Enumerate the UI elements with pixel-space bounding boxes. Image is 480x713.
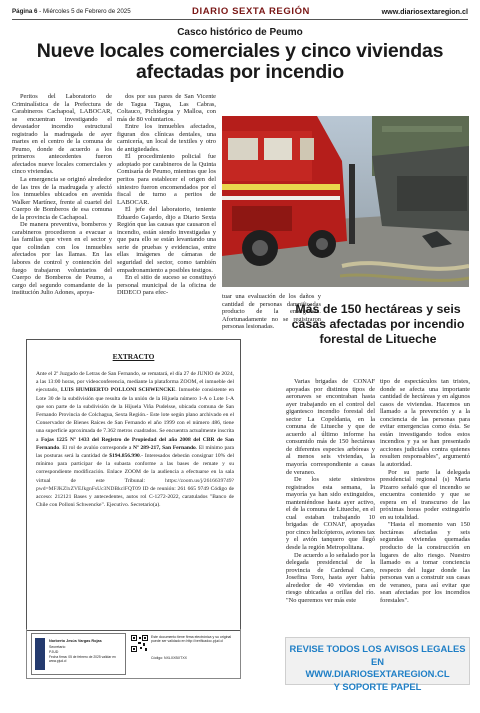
website-link[interactable]: www.diariosextaregion.cl bbox=[381, 7, 468, 16]
paragraph: En el sitio de suceso se constituyó personal municipal de la oficina de DIDECO para efec- bbox=[117, 274, 216, 297]
ad-line-2[interactable]: WWW.DIARIOSEXTAREGION.CL bbox=[305, 668, 450, 680]
ad-line-1: REVISE TODOS LOS AVISOS LEGALES EN bbox=[289, 643, 466, 667]
second-article-column-2 bbox=[380, 378, 470, 604]
article-kicker: Casco histórico de Peumo bbox=[177, 27, 303, 38]
signature-badge bbox=[35, 638, 45, 670]
tax-roll: Nº 289-217, San Fernando bbox=[133, 444, 196, 451]
paragraph: tipo de espectáculos tan tristes, donde se afecta una importante cantidad de hectáreas y en algunos casos de viviendas. Hacemos un llamado a la prevención y a la conciencia de las personas para evitar emergencias como ésta. Se están investigando todos estos incendios y ya se han presentado acciones judiciales contra quienes resulten responsables", argumentó la autoridad. bbox=[380, 378, 470, 469]
fire-truck-photo bbox=[222, 116, 469, 287]
notice-text: . El mínimo para las posturas será la cantidad de bbox=[36, 444, 235, 460]
signature-note: Fecha firma: 05 de febrero de 2025 validar en www.pjud.cl bbox=[49, 655, 116, 663]
legal-notices-ad[interactable] bbox=[285, 637, 470, 692]
page-number: Página 6 bbox=[12, 8, 38, 15]
paragraph: Entre los inmuebles afectados, figuran dos clínicas dentales, una carnicería, un local de textiles y otro de antigüedades. bbox=[117, 123, 216, 153]
signer-org: PJUD bbox=[49, 650, 59, 654]
signer-role: Secretario bbox=[49, 645, 66, 649]
signature-stamp bbox=[31, 633, 126, 675]
article-headline: Nueve locales comerciales y cinco viviendas afectadas por incendio bbox=[36, 40, 444, 83]
minimum-bid: $194.856.990 bbox=[109, 453, 140, 460]
paragraph: De los siete siniestros registrados esta semana, la mayoría ya han sido extinguidos, manteniéndose hasta ayer activo, el de la comuna de Litueche, en el cual estaban trabajando 10 brigadas de CONAF, apoyadas por cinco helicópteros, aviones tax y el avión tanquero que llegó desde la región Metropolitana. bbox=[286, 476, 375, 552]
masthead: DIARIO SEXTA REGIÓN bbox=[192, 6, 311, 17]
legal-notice-box bbox=[26, 339, 241, 631]
registry-reference: Fojas 1225 Nº 1433 del Registro de Propiedad del año 2008 del CBR de San Fernando bbox=[36, 436, 234, 451]
paragraph: Varias brigadas de CONAF apoyadas por distintos tipos de aeronaves se encontraban hasta ayer trabajando en el control del gigantesco incendio forestal del sector La Copeldania, en la comuna de Litueche y que de acuerdo al último informe ha consumido más de 150 hectáreas de diferentes especies arbóreas y al menos seis viviendas, la mayoría correspondiente a casas de veraneo. bbox=[286, 378, 375, 476]
zoom-link[interactable]: https://zoom.us/j/2616639749?pwd=MFJKZlxZVEJkgnFsUc3NDBkclFQT09 bbox=[36, 477, 234, 492]
qr-code-icon bbox=[131, 635, 148, 652]
electronic-signature-block bbox=[26, 629, 241, 679]
second-article-headline: Más de 150 hectáreas y seis casas afectadas por incendio forestal de Litueche bbox=[291, 302, 465, 346]
second-article-column-1 bbox=[286, 378, 375, 604]
article-column-2 bbox=[117, 93, 216, 297]
paragraph: La emergencia se originó alrededor de las tres de la madrugada y afectó los inmuebles ubicados en avenida Walker Martínez, frente al cuartel del Cuerpo de Bomberos de esa comuna de la provincia de Cachapoal. bbox=[12, 176, 112, 221]
paragraph: El jefe del laboratorio, teniente Eduardo Gajardo, dijo a Diario Sexta Región que las causas que causaron el incendio, están siendo investigadas y que para ello se están levantando una serie de pruebas y evidencias, entre ellas imágenes de cámaras de seguridad del sector, como también empadronamiento a posibles testigos. bbox=[117, 206, 216, 274]
fire-scene-image bbox=[222, 116, 469, 287]
legal-notice-body bbox=[36, 370, 234, 509]
paragraph: De manera preventiva, bomberos y carabineros procedieron a evacuar a las familias que viven en el sector y que colindan con los inmuebles afectados por las llamas. En las labores de control y contención del fuego trabajaron voluntarios del Cuerpo de Bomberos de Peumo, a cargo del segundo comandante de la institución Julio Adones, apoya- bbox=[12, 221, 112, 297]
defendant-name: LUIS HUMBERTO POLLONI SCHWENCKE bbox=[60, 387, 176, 394]
notice-text: ID de reunión: 261 665 9749 Código de acceso: 212121 Bases y antecedentes, autos rol C-1272-2022, caratulados "Banco de Chile con Polloni Schwencke". Ejecutivo. Secretario(a). bbox=[36, 485, 234, 509]
issue-date: - Miércoles 5 de Febrero de 2025 bbox=[37, 8, 131, 15]
page-header bbox=[12, 6, 468, 20]
page-info bbox=[12, 8, 131, 15]
paragraph: tuar una evaluación de los daños y cantidad de personas damnificadas producto de la emergencia. Afortunadamente no se registraron personas lesionadas. bbox=[222, 293, 321, 331]
notice-text: .- Interesados deberán consignar 10% del mínimo para participar de la subasta conforme a las bases de remate y su correspondiente modificación. Enlace ZOOM de la audiencia a efectuarse en la sala virtual de este Tribunal: bbox=[36, 453, 234, 484]
ad-line-3: Y SOPORTE PAPEL bbox=[333, 680, 422, 692]
legal-notice-title: EXTRACTO bbox=[112, 352, 155, 361]
paragraph: De acuerdo a lo señalado por la delegada presidencial de la provincia de Cardenal Caro, Josefina Toro, hasta ayer había alrededor de 40 viviendas en riesgo ubicadas a orillas del río. "No queremos ver más este bbox=[286, 551, 375, 604]
paragraph: Peritos del Laboratorio de Criminalística de la Prefectura de Carabineros Cachapoal, LABOCAR, se encuentran investigando el devastador incendio estructural registrado la madrugada de ayer martes en el centro de la comuna de Peumo, donde de acuerdo a los primeros antecedentes fueron afectados nueve locales comerciales y cinco viviendas. bbox=[12, 93, 112, 176]
paragraph: El procedimiento policial fue adoptado por carabineros de la Quinta Comisaría de Peumo, mientras que los peritos para establecer el origen del siniestro fueron encomendados por el fiscal de turno a peritos de LABOCAR. bbox=[117, 153, 216, 206]
paragraph: dos por sus pares de San Vicente de Tagua Tagua, Las Cabras, Coltauco, Pichidegua y Malloa, con más de 80 voluntarios. bbox=[117, 93, 216, 123]
signature-code: Código: NXLXXBXTXX bbox=[151, 656, 187, 660]
notice-text: . El rol de avalúo corresponde a bbox=[59, 444, 133, 451]
article-column-1 bbox=[12, 93, 112, 297]
paragraph: "Hasta el momento van 150 hectáreas afectadas y seis segundas viviendas quemadas producto de la construcción en lugares de alto riesgo. Nuestro llamado es a tomar conciencia respecto del lugar donde las personas van a construir sus casas de veraneo, para así evitar que sean afectadas por los incendios forestales". bbox=[380, 521, 470, 604]
notice-text: . Inmueble consistente en Lote 30 de la subdivisión que resulta de la unión de la Hijuela número 1-A o Lote 1-A que son parte de la subdivisión de la Hijuela Viña Pudelsse, ubicada comuna de San Fernando Provincia de Colchagua, Sexta Región.- Este lote según plano archivado en el Conservador de Bienes Raíces de San Fernando el año 1999 con el número 486, tiene una superficie aproximada de 7.362 metros cuadrados. Se encuentra actualmente inscrita a bbox=[36, 387, 234, 443]
paragraph: Por su parte la delegada presidencial regional (s) Marta Pizarro señaló que el incendio se encuentra contenido y que se espera en el transcurso de las próximas horas poder extinguirlo en su totalidad. bbox=[380, 468, 470, 521]
signature-validation-text: Este documento tiene firma electrónica y su original puede ser validado en http://verificadoc.pjud.cl bbox=[151, 635, 232, 644]
signer-name: Norberto Jesús Vargas Rojas bbox=[49, 639, 102, 643]
notice-text: Ante el 2º Juzgado de Letras de San Fernando, se rematará, el día 27 de JUNIO de 2024, a las 13:00 horas, por videoconferencia, mediante la plataforma ZOOM, el inmueble del ejecutado, bbox=[36, 371, 234, 394]
